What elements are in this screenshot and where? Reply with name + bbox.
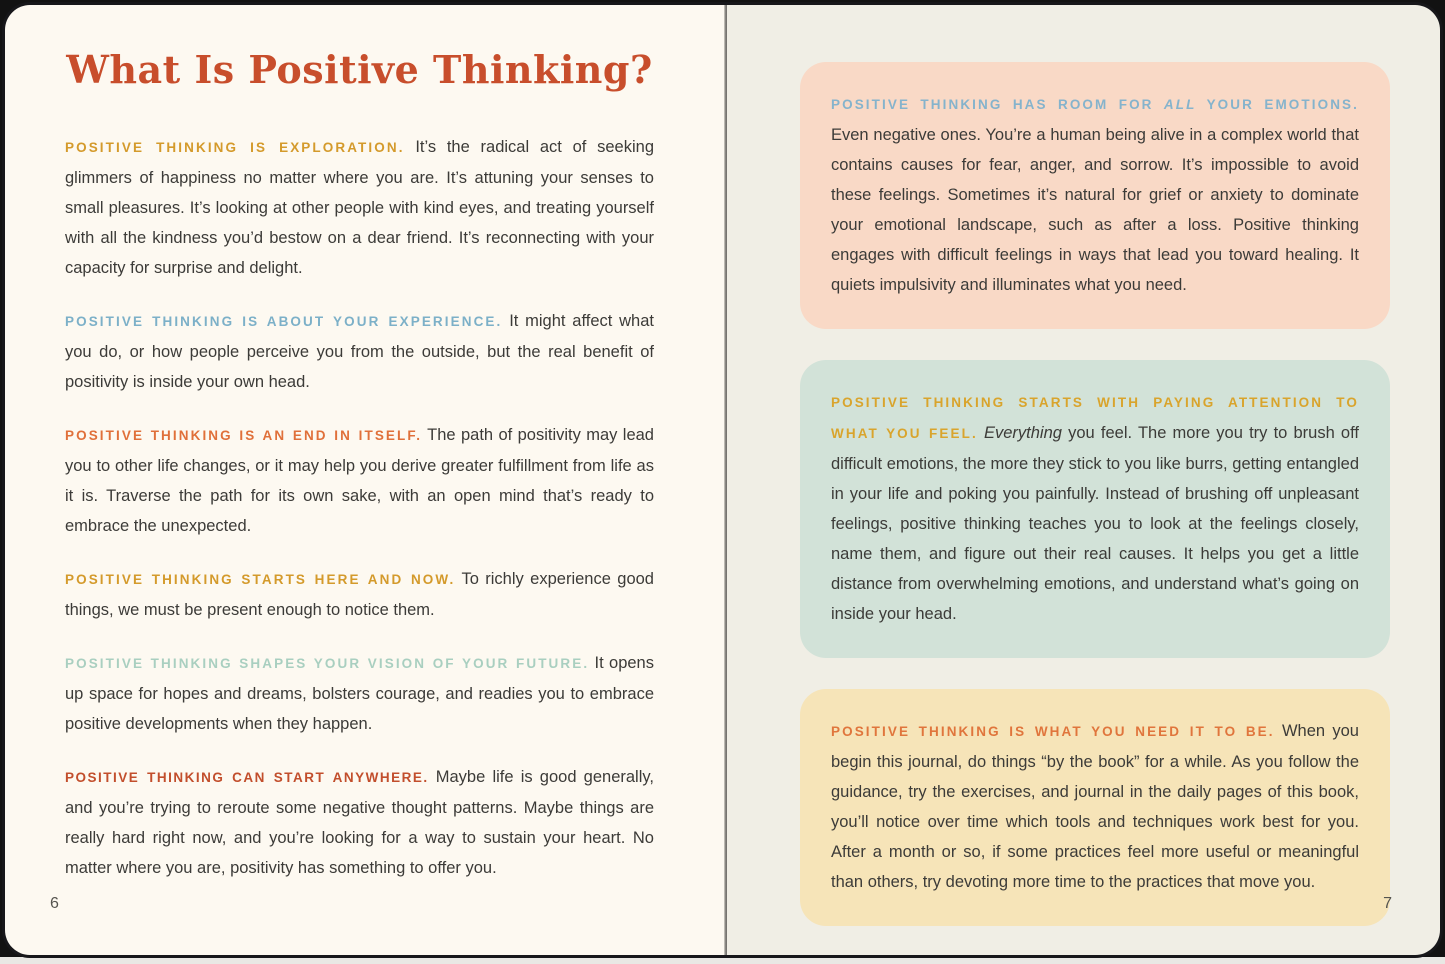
page-title: What Is Positive Thinking? xyxy=(66,47,653,92)
paragraph-experience xyxy=(65,306,654,397)
page-number-right: 7 xyxy=(1383,895,1392,912)
paragraph-end-in-itself xyxy=(65,420,654,541)
book-spread xyxy=(2,2,1443,958)
callout-body-italic: Everything xyxy=(983,424,1062,442)
callout-lead-text: POSITIVE THINKING HAS ROOM FOR xyxy=(831,97,1154,112)
callout-box-attention xyxy=(800,360,1390,658)
callout-box-emotions xyxy=(800,62,1390,329)
paragraph-lead: POSITIVE THINKING IS ABOUT YOUR EXPERIENCE. xyxy=(65,314,503,329)
callout-body: you feel. The more you try to brush off difficult emotions, the more they stick to you like burrs, getting entangled in your life and poking you painfully. Instead of brushing off unpleasant feelings, positive thinking teaches you to look at the feelings closely, name them, and figure out their real causes. It helps you get a little distance from overwhelming emotions, and understand what’s going on inside your head. xyxy=(831,424,1359,623)
paragraph-exploration xyxy=(65,132,654,283)
paragraph-lead: POSITIVE THINKING IS EXPLORATION. xyxy=(65,140,405,155)
paragraph-here-and-now xyxy=(65,564,654,625)
callout-box-what-you-need xyxy=(800,689,1390,926)
page-number-left: 6 xyxy=(50,895,59,912)
callout-lead: POSITIVE THINKING IS WHAT YOU NEED IT TO BE. xyxy=(831,724,1275,739)
paragraph-vision-future xyxy=(65,648,654,739)
paragraph-body: It opens up space for hopes and dreams, bolsters courage, and readies you to embrace positive developments when they happen. xyxy=(65,654,654,733)
callout-paragraph xyxy=(831,89,1359,300)
paragraph-lead: POSITIVE THINKING CAN START ANYWHERE. xyxy=(65,770,429,785)
callout-lead xyxy=(831,97,1359,112)
callout-paragraph xyxy=(831,387,1359,629)
paragraph-start-anywhere xyxy=(65,762,654,883)
callout-body: Even negative ones. You’re a human being alive in a complex world that contains causes for fear, anger, and sorrow. It’s impossible to avoid these feelings. Sometimes it’s natural for grief or anxiety to dominate your emotional landscape, such as after a loss. Positive thinking engages with difficult feelings in ways that lead you toward healing. It quiets impulsivity and illuminates what you need. xyxy=(831,126,1359,294)
paragraph-body: To richly experience good things, we must be present enough to notice them. xyxy=(65,570,654,619)
paragraph-body: It might affect what you do, or how people perceive you from the outside, but the real benefit of positivity is inside your own head. xyxy=(65,312,654,391)
paragraph-body: Maybe life is good generally, and you’re trying to reroute some negative thought patterns. Maybe things are really hard right now, and you’re looking for a way to sustain your heart. No matter where you are, positivity has something to offer you. xyxy=(65,768,654,877)
book-bottom-edge xyxy=(0,957,1445,964)
paragraph-lead: POSITIVE THINKING SHAPES YOUR VISION OF YOUR FUTURE. xyxy=(65,656,590,671)
paragraph-body: The path of positivity may lead you to other life changes, or it may help you derive greater fulfillment from life as it is. Traverse the path for its own sake, with an open mind that’s ready to embrace the unexpected. xyxy=(65,426,654,535)
callout-lead-italic: ALL xyxy=(1163,97,1197,112)
callout-paragraph xyxy=(831,716,1359,897)
paragraph-body: It’s the radical act of seeking glimmers of happiness no matter where you are. It’s attuning your senses to small pleasures. It’s looking at other people with kind eyes, and treating yourself with all the kindness you’d bestow on a dear friend. It’s reconnecting with your capacity for surprise and delight. xyxy=(65,138,654,277)
right-page xyxy=(727,5,1440,955)
callout-lead-text: YOUR EMOTIONS. xyxy=(1206,97,1359,112)
paragraph-lead: POSITIVE THINKING STARTS HERE AND NOW. xyxy=(65,572,456,587)
callout-lead: POSITIVE THINKING STARTS WITH PAYING ATTENTION TO WHAT YOU FEEL. xyxy=(831,395,1359,441)
left-page xyxy=(5,5,724,955)
callout-body: When you begin this journal, do things “by the book” for a while. As you follow the guidance, try the exercises, and journal in the daily pages of this book, you’ll notice over time which tools and techniques work best for you. After a month or so, if some practices feel more useful or meaningful than others, try devoting more time to the practices that move you. xyxy=(831,722,1359,891)
paragraph-lead: POSITIVE THINKING IS AN END IN ITSELF. xyxy=(65,428,423,443)
